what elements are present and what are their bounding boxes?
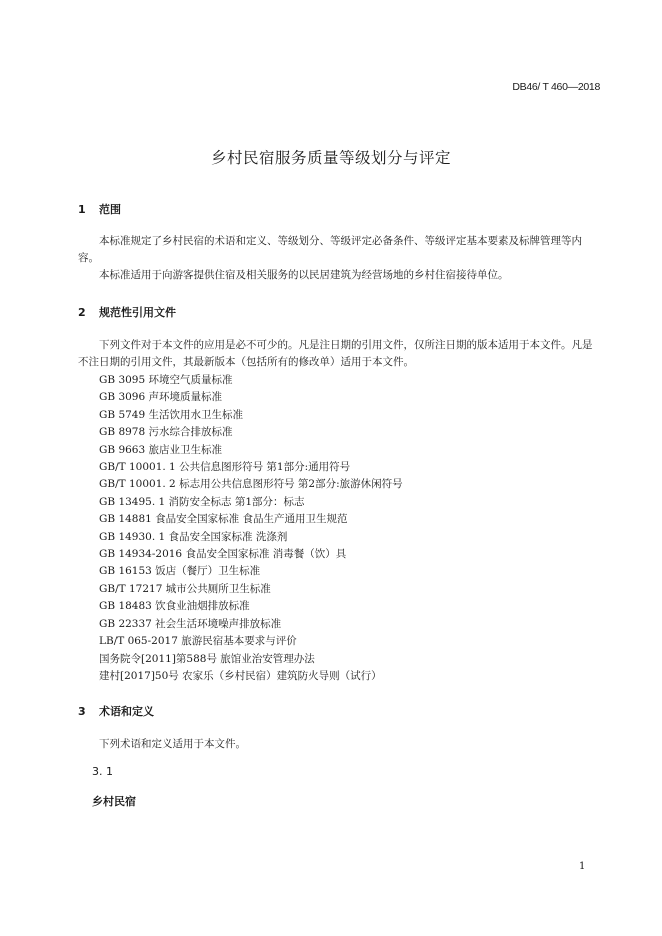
clause-number: 3. 1 — [92, 765, 113, 778]
reference-item: 建村[2017]50号 农家乐（乡村民宿）建筑防火导则（试行） — [99, 669, 382, 682]
scope-paragraph: 本标准适用于向游客提供住宿及相关服务的以民居建筑为经营场地的乡村住宿接待单位。 — [99, 269, 509, 281]
reference-item: LB/T 065-2017 旅游民宿基本要求与评价 — [99, 635, 297, 648]
reference-item: 国务院令[2011]第588号 旅馆业治安管理办法 — [99, 652, 315, 665]
terms-intro-paragraph: 下列术语和定义适用于本文件。 — [99, 738, 246, 750]
term-name: 乡村民宿 — [92, 795, 136, 808]
reference-item: GB 14881 食品安全国家标准 食品生产通用卫生规范 — [99, 513, 348, 526]
section-title: 规范性引用文件 — [99, 306, 176, 319]
section-title: 术语和定义 — [99, 705, 154, 718]
reference-item: GB 5749 生活饮用水卫生标准 — [99, 408, 244, 421]
reference-item: GB/T 10001. 2 标志用公共信息图形符号 第2部分:旅游休闲符号 — [99, 478, 403, 491]
section-title: 范围 — [99, 203, 121, 216]
section-number: 1 — [78, 203, 86, 216]
section-heading-terms-definitions — [78, 703, 154, 719]
section-number: 3 — [78, 705, 86, 718]
reference-item: GB 3095 环境空气质量标准 — [99, 374, 233, 386]
section-number: 2 — [78, 306, 86, 319]
reference-item: GB 9663 旅店业卫生标准 — [99, 443, 223, 456]
reference-item: GB 13495. 1 消防安全标志 第1部分：标志 — [99, 495, 305, 508]
reference-item: GB 18483 饮食业油烟排放标准 — [99, 600, 250, 613]
document-title: 乡村民宿服务质量等级划分与评定 — [210, 149, 451, 167]
reference-item: GB 16153 饭店（餐厅）卫生标准 — [99, 565, 261, 578]
section-heading-scope — [78, 201, 121, 217]
reference-item: GB/T 10001. 1 公共信息图形符号 第1部分:通用符号 — [99, 461, 351, 474]
references-intro-paragraph: 下列文件对于本文件的应用是必不可少的。凡是注日期的引用文件，仅所注日期的版本适用于本文件。凡是不注日期的引用文件，其最新版本（包括所有的修改单）适用于本文件。 — [78, 339, 593, 368]
reference-item: GB 22337 社会生活环境噪声排放标准 — [99, 617, 282, 630]
reference-list — [99, 372, 403, 685]
reference-item: GB/T 17217 城市公共厕所卫生标准 — [99, 582, 271, 595]
reference-item: GB 3096 声环境质量标准 — [99, 391, 223, 404]
reference-item: GB 14930. 1 食品安全国家标准 洗涤剂 — [99, 530, 288, 543]
standard-number: DB46/ T 460—2018 — [512, 81, 600, 93]
reference-item: GB 8978 污水综合排放标准 — [99, 426, 233, 439]
page-number: 1 — [579, 861, 586, 872]
scope-paragraph: 本标准规定了乡村民宿的术语和定义、等级划分、等级评定必备条件、等级评定基本要素及标牌管理等内容。 — [78, 235, 582, 264]
reference-item: GB 14934-2016 食品安全国家标准 消毒餐（饮）具 — [99, 548, 347, 561]
section-heading-normative-references — [78, 304, 176, 320]
